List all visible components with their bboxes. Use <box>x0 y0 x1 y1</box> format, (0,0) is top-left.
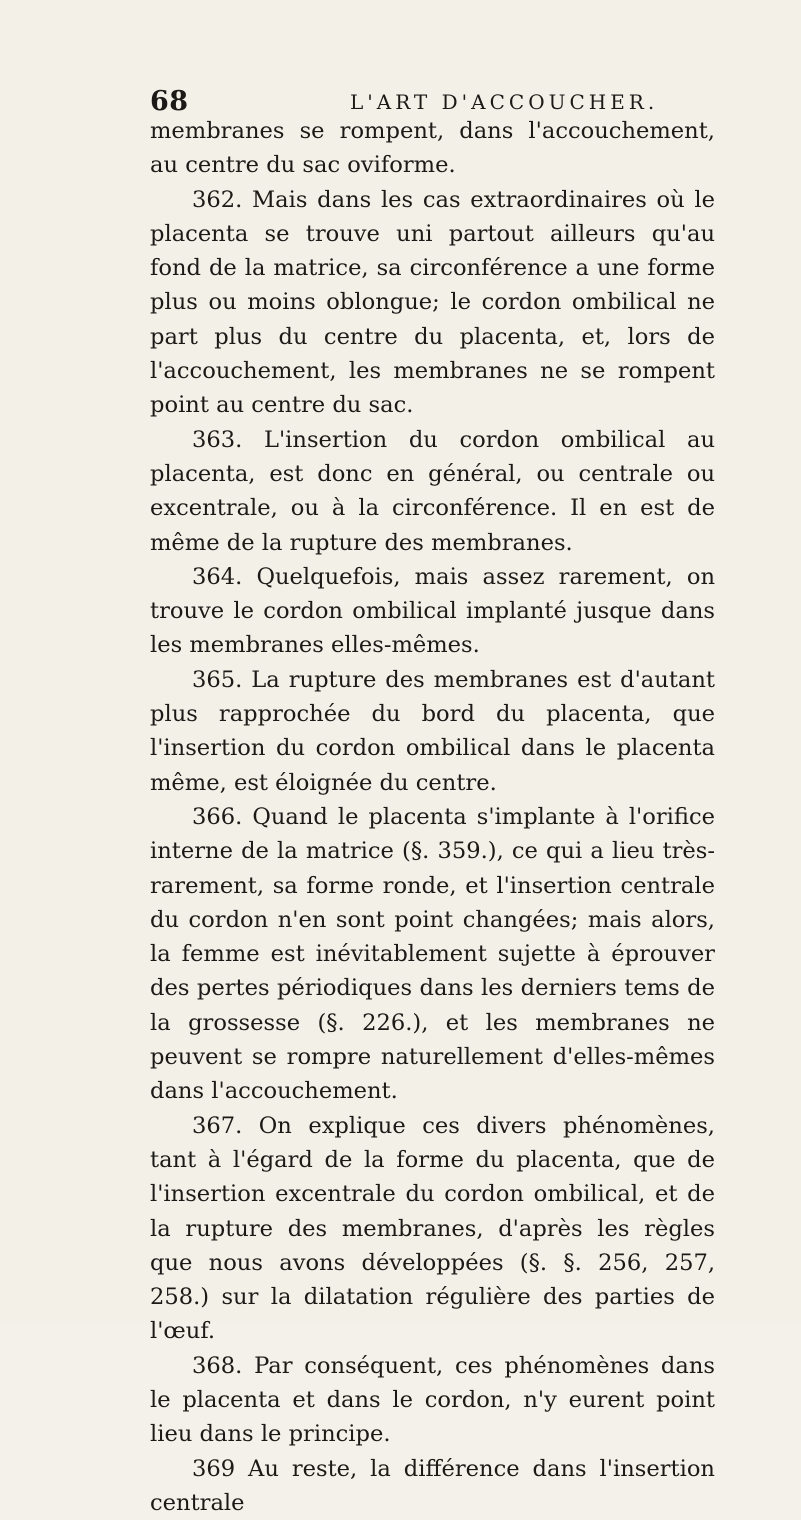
page-number: 68 <box>150 86 189 117</box>
paragraph-367 <box>150 1109 715 1349</box>
paragraph-number: 363. <box>192 426 243 453</box>
paragraph-number: 365. <box>192 666 243 693</box>
paragraph-364 <box>150 560 715 663</box>
paragraph-number: 366. <box>192 803 243 830</box>
paragraph-text: Quand le placenta s'implante à l'orifice interne de la matrice (§. 359.), ce qui a lieu très-rarement, sa forme ronde, et l'insertion centrale du cordon n'en sont point changées; mais alors, la femme est inévitablement sujette à éprouver des pertes périodiques dans les derniers tems de la grossesse (§. 226.), et les membranes ne peuvent se rompre naturellement d'elles-mêmes dans l'accouchement. <box>150 803 715 1105</box>
running-title: L'ART D'ACCOUCHER. <box>350 90 659 114</box>
paragraph-number: 362. <box>192 186 243 213</box>
paragraph-number: 368. <box>192 1352 243 1379</box>
paragraph-text: Quelquefois, mais assez rarement, on trouve le cordon ombilical implanté jusque dans les membranes elles-mêmes. <box>150 563 716 659</box>
paragraph-text: membranes se rompent, dans l'accouchement, au centre du sac oviforme. <box>150 118 715 179</box>
paragraph-text: L'insertion du cordon ombilical au placenta, est donc en général, ou centrale ou excentrale, ou à la circonférence. Il en est de même de la rupture des membranes. <box>150 426 715 556</box>
paragraph-text: On explique ces divers phénomènes, tant à l'égard de la forme du placenta, que de l'insertion excentrale du cordon ombilical, et de la rupture des membranes, d'après les règles que nous avons développées (§. §. 256, 257, 258.) sur la dilatation régulière des parties de l'œuf. <box>150 1112 715 1345</box>
paragraph-number: 369 <box>192 1455 236 1482</box>
paragraph-362 <box>150 183 715 423</box>
paragraph-text: Mais dans les cas extraordinaires où le placenta se trouve uni partout ailleurs qu'au fond de la matrice, sa circonférence a une forme plus ou moins oblongue; le cordon ombilical ne part plus du centre du placenta, et, lors de l'accouchement, les membranes ne se rompent point au centre du sac. <box>150 186 716 419</box>
paragraph-368 <box>150 1349 715 1452</box>
body-text <box>150 114 715 1520</box>
paragraph-number: 364. <box>192 563 243 590</box>
paragraph-text: Par conséquent, ces phénomènes dans le placenta et dans le cordon, n'y eurent point lieu dans le principe. <box>150 1352 715 1448</box>
paragraph-366 <box>150 800 715 1109</box>
page-header <box>150 86 710 116</box>
paragraph-365 <box>150 663 715 800</box>
paragraph-number: 367. <box>192 1112 243 1139</box>
paragraph-continuation <box>150 114 715 183</box>
paragraph-369 <box>150 1452 715 1520</box>
paragraph-363 <box>150 423 715 560</box>
paragraph-text: La rupture des membranes est d'autant plus rapprochée du bord du placenta, que l'insertion du cordon ombilical dans le placenta même, est éloignée du centre. <box>150 666 715 796</box>
paragraph-text: Au reste, la différence dans l'insertion centrale <box>150 1455 715 1516</box>
